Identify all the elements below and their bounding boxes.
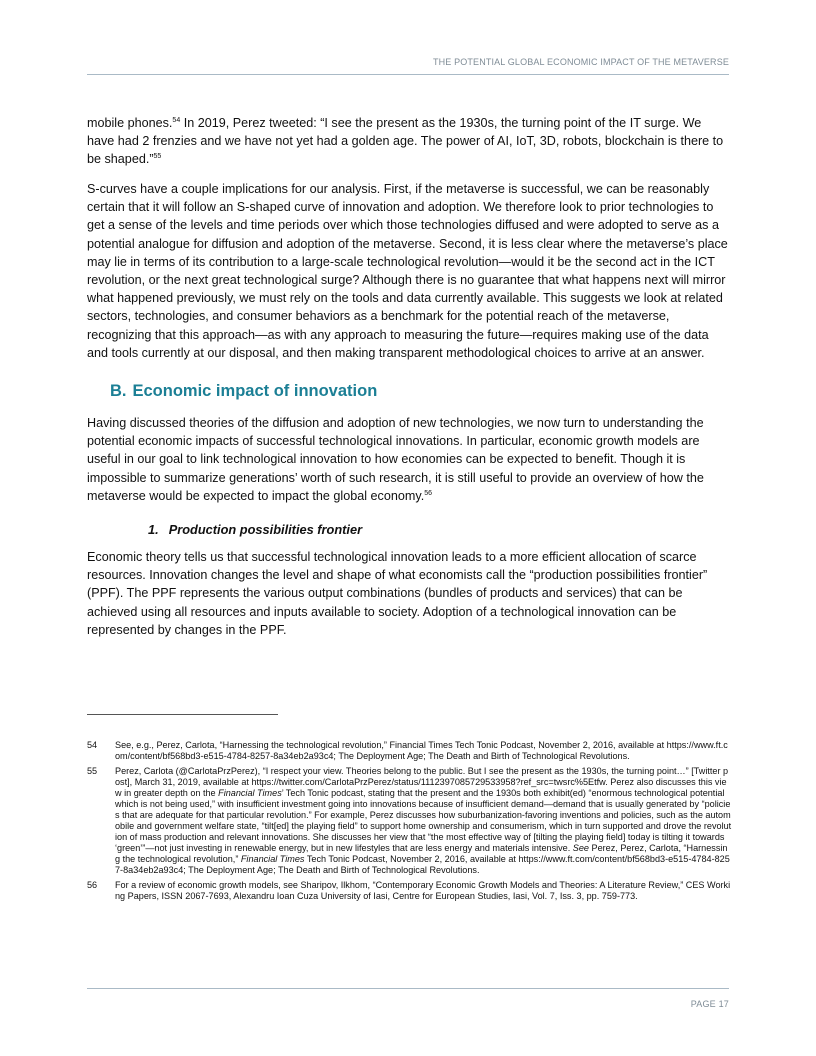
footnote-ref-54[interactable]: 54 — [172, 117, 181, 124]
paragraph-perez-quote — [87, 114, 732, 169]
footnote-text: See, e.g., Perez, Carlota, “Harnessing the technological revolution,” Financial Times Tech Tonic Podcast, November 2, 2016, available at https://www.ft.com/content/bf568bd3-e515-4784-8257-8a34eb2a93c4; The Deployment Age; The Death and Birth of Technological Revolutions. — [115, 740, 728, 761]
footnote-ref-56[interactable]: 56 — [424, 489, 432, 497]
section-letter: B. — [110, 382, 127, 400]
section-title: Economic impact of innovation — [132, 382, 378, 400]
footnote-italic-title: Financial Times — [218, 788, 282, 798]
subsection-heading-1 — [148, 522, 362, 537]
footnote-text: For a review of economic growth models, see Sharipov, Ilkhom, “Contemporary Economic Growth Models and Theories: A Literature Review,” CES Working Papers, ISSN 2067-7693, Alexandru Ioan Cuza University of Iasi, Centre for European Studies, Iasi, Vol. 7, Iss. 3, pp. 759-773. — [115, 880, 731, 901]
footnote-ref-55[interactable]: 55 — [153, 153, 162, 161]
footnotes — [87, 740, 732, 906]
footnote-italic-title: Financial Times — [240, 854, 305, 864]
subsection-title: Production possibilities frontier — [168, 522, 363, 537]
footnote-number: 54 — [87, 740, 98, 750]
footnote-text-segment: Perez, Perez, Carlota, “Harnessing the technological revolution,” — [115, 843, 728, 864]
footnote-text — [115, 766, 732, 876]
footnote-54 — [87, 740, 732, 762]
footnote-number: 56 — [87, 880, 98, 890]
running-header: THE POTENTIAL GLOBAL ECONOMIC IMPACT OF THE METAVERSE — [433, 57, 729, 67]
paragraph-text: S-curves have a couple implications for our analysis. First, if the metaverse is successful, we can be reasonably certain that it will follow an S-shaped curve of innovation and adoption. We therefore look to prior technologies to get a sense of the levels and time periods over which those technologies diffused and were adopted to serve as a potential analogue for diffusion and adoption of the metaverse. Second, it is less clear where the metaverse’s place may lie in terms of its contribution to a large-scale technological revolution—would it be the second act in the ICT revolution, or the next great technological surge? Although there is no guarantee that what happens next will mirror what happened previously, we must rely on the tools and data currently available. This suggests we look at related sectors, technologies, and consumer behaviors as a benchmark for the potential reach of the metaverse, recognizing that this approach—as with any approach to measuring the future—requires making use of the data and tools currently at our disposal, and then making transparent methodological choices to arrive at an answer. — [87, 182, 728, 360]
paragraph-text: In 2019, Perez tweeted: “I see the present as the 1930s, the turning point of the IT surge. We have had 2 frenzies and we have not yet had a golden age. The power of AI, IoT, 3D, robots, blockchain is there to be shaped.” — [87, 116, 724, 167]
page-number: PAGE 17 — [690, 999, 729, 1009]
paragraph-ppf — [87, 548, 732, 639]
footer-rule — [87, 988, 729, 989]
footnote-55 — [87, 766, 732, 876]
paragraph-text: mobile phones. — [87, 116, 173, 130]
paragraph-text: Economic theory tells us that successful technological innovation leads to a more efficient allocation of scarce resources. Innovation changes the level and shape of what economists call the “production possibilities frontier” (PPF). The PPF represents the various output combinations (bundles of products and services) that can be achieved using all resources and inputs available to society. Adoption of a technological innovation can be represented by changes in the PPF. — [87, 550, 708, 637]
section-heading-b — [110, 382, 377, 401]
paragraph-economic-impact — [87, 414, 732, 505]
footnote-text-segment: Perez, Carlota (@CarlotaPrzPerez), “I respect your view. Theories belong to the public. But I see the present as the 1930s, the turning point…” [Twitter post], March 31, 2019, available at https://twitter.com/CarlotaPrzPerez/status/1112397085729533958?ref_src=twsrc%5Etfw. Perez also discusses this view in greater depth on the — [115, 766, 729, 798]
footnote-56 — [87, 880, 732, 902]
subsection-number: 1. — [148, 522, 159, 537]
footnote-text-segment: Tech Tonic Podcast, November 2, 2016, available at https://www.ft.com/content/bf568bd3-e515-4784-8257-8a34eb2a93c4; The Deployment Age; The Death and Birth of Technological Revolutions. — [115, 854, 730, 875]
footnote-number: 55 — [87, 766, 98, 776]
footnote-italic-see: See — [572, 843, 589, 853]
header-rule — [87, 74, 729, 75]
footnote-text-segment: ’ Tech Tonic podcast, stating that the present and the 1930s both exhibit(ed) “enormous technological potential which is not being used,” with insufficient investment going into innovations because of insufficient demand—demand that is usually generated by “policies that are adequate for that particular revolution.” For example, Perez discusses how suburbanization-favoring inventions and policies, such as the automobile and government welfare state, “tilt[ed] the playing field” to support home ownership and consumerism, which in turn supported and drove the revolution of mass production and relevant innovations. She discusses her view that “the most effective way of [tilting the playing field] today is tilting it towards ‘green’”—not just investing in renewable energy, but in new lifestyles that are less energy and materials intensive. — [115, 788, 732, 853]
paragraph-text: Having discussed theories of the diffusion and adoption of new technologies, we now turn to understanding the potential economic impacts of successful technological innovations. In particular, economic growth models are useful in our goal to link technological innovation to how economies can be expected to benefit. Though it is impossible to summarize generations’ worth of such research, it is still useful to provide an overview of how the metaverse would be expected to impact the global economy. — [87, 416, 704, 503]
paragraph-s-curves — [87, 180, 732, 362]
footnote-separator — [87, 714, 278, 715]
